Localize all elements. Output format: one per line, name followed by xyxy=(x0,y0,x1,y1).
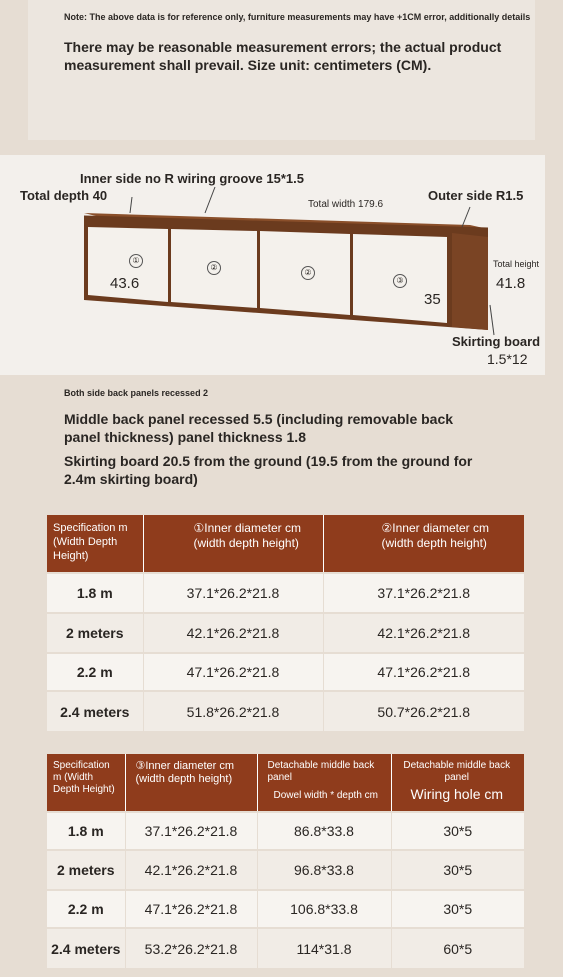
groove-leader xyxy=(205,187,215,213)
height-value: 41.8 xyxy=(496,275,526,292)
skirting-label: Skirting board xyxy=(452,334,541,349)
door-height-value: 35 xyxy=(424,291,441,308)
outer-side-label: Outer side R1.5 xyxy=(428,188,524,203)
header-spec: Specification m (Width Depth Height) xyxy=(47,754,125,812)
header-inner-3: ③Inner diameter cm (width depth height) xyxy=(125,754,257,812)
side-panel-caption: Both side back panels recessed 2 xyxy=(64,388,209,398)
table-row: 2.2 m 47.1*26.2*21.8 106.8*33.8 30*5 xyxy=(47,890,524,928)
groove-label: Inner side no R wiring groove 15*1.5 xyxy=(80,171,304,186)
back-panel-note: Middle back panel recessed 5.5 (including removable back panel thickness) panel thickness 1.8 xyxy=(64,411,454,445)
table-row: 2.2 m 47.1*26.2*21.8 47.1*26.2*21.8 xyxy=(47,653,524,691)
width-label: Total width 179.6 xyxy=(308,199,384,210)
depth-leader xyxy=(130,197,132,213)
measurement-note: Note: The above data is for reference only, furniture measurements may have +1CM error, additionally details xyxy=(64,12,531,22)
header-wiring: Detachable middle back panel Wiring hole cm xyxy=(391,754,524,812)
door-mark-3: ② xyxy=(301,266,315,280)
table-row: 2.4 meters 51.8*26.2*21.8 50.7*26.2*21.8 xyxy=(47,691,524,731)
header-inner-2: ②Inner diameter cm (width depth height) xyxy=(323,515,524,573)
table-header-row xyxy=(47,754,524,812)
skirting-leader xyxy=(490,305,494,335)
door-mark-2: ② xyxy=(207,261,221,275)
skirting-note: Skirting board 20.5 from the ground (19.5 from the ground for 2.4m skirting board) xyxy=(64,453,473,487)
door-width-value: 43.6 xyxy=(110,275,140,292)
header-dowel: Detachable middle back panel Dowel width * depth cm xyxy=(257,754,391,812)
door-mark-4: ③ xyxy=(393,274,407,288)
header-spec: Specification m (Width Depth Height) xyxy=(47,515,143,573)
depth-label: Total depth 40 xyxy=(20,188,108,203)
header-inner-1: ①Inner diameter cm (width depth height) xyxy=(143,515,323,573)
table-row: 2.4 meters 53.2*26.2*21.8 114*31.8 60*5 xyxy=(47,928,524,968)
skirting-value: 1.5*12 xyxy=(487,351,528,367)
outer-side-leader xyxy=(462,207,470,227)
table-row: 2 meters 42.1*26.2*21.8 96.8*33.8 30*5 xyxy=(47,850,524,890)
door-mark-1: ① xyxy=(129,254,143,268)
spec-table-2 xyxy=(47,754,524,968)
table-row: 2 meters 42.1*26.2*21.8 42.1*26.2*21.8 xyxy=(47,613,524,653)
measurement-disclaimer: There may be reasonable measurement errors; the actual product measurement shall prevail. Size unit: centimeters (CM). xyxy=(64,39,502,73)
table-header-row xyxy=(47,515,524,573)
spec-table-1 xyxy=(47,515,524,731)
height-label: Total height xyxy=(493,259,540,269)
table-row: 1.8 m 37.1*26.2*21.8 37.1*26.2*21.8 xyxy=(47,573,524,613)
cabinet-side xyxy=(452,233,488,330)
table-row: 1.8 m 37.1*26.2*21.8 86.8*33.8 30*5 xyxy=(47,812,524,850)
tv-cabinet-diagram xyxy=(0,155,545,375)
